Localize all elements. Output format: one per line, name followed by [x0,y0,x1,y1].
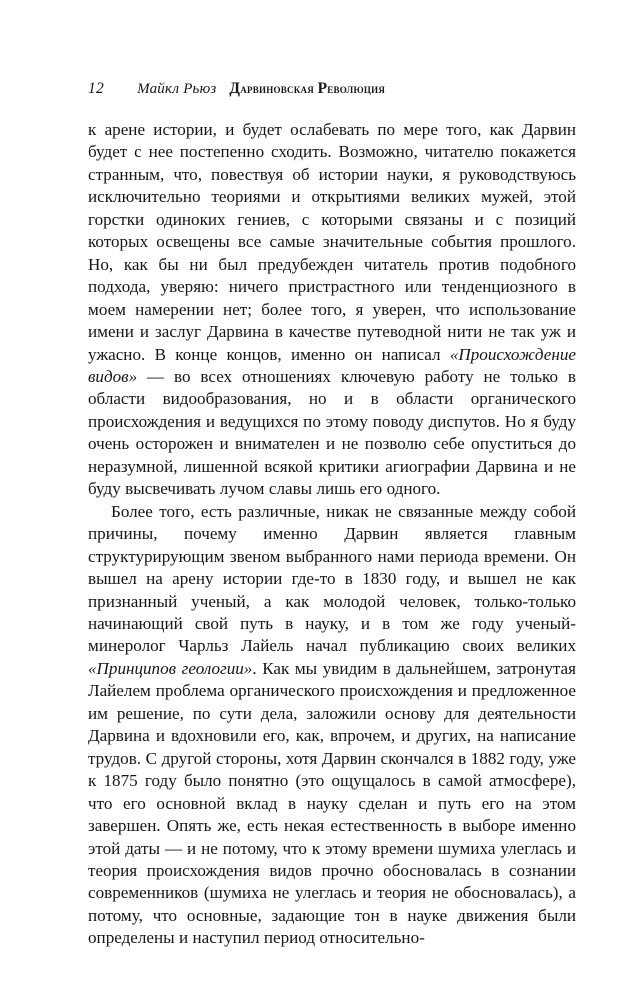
paragraph-run: — во всех отношениях ключевую работу не только в области видообразования, но и в области органического происхождения и ведущихся по этому поводу диспутов. Но я буду очень осторожен и внимателен и не позволю себе опуститься до неразумной, лишенной всякой критики агиографии Дарвина и не буду высвечивать лучом славы лишь его одного. [88,366,576,499]
paragraph-second [88,501,576,950]
paragraph-run: Более того, есть различные, никак не связанные между собой причины, почему именно Дарвин является главным структурирующим звеном выбранного нами периода времени. Он вышел на арену истории где-то в 1830 году, и вышел не как признанный ученый, а как молодой человек, только-только начинающий свой путь в науку, и в том же году ученый-минеролог Чарльз Лайель начал публикацию своих великих [88,501,576,656]
book-title-initial-cap-1: Д [229,80,241,97]
paragraph-continued [88,119,576,501]
paragraph-run: . Как мы увидим в дальнейшем, затронутая Лайелем проблема органического происхождения и предложенное им решение, по сути дела, заложили основу для деятельности Дарвина и вдохновили его, как, впрочем, и других, на написание трудов. С другой стороны, хотя Дарвин скончался в 1882 году, уже к 1875 году было понятно (это ощущалось в самой атмосфере), что его основной вклад в науку сделан и путь его на этом завершен. Опять же, есть некая естественность в выборе именно этой даты — и не потому, что к этому времени шумиха улеглась и теория происхождения видов прочно обосновалась в сознании современников (шумиха не улеглась и теория не обосновалась), а потому, что основные, задающие тон в науке движения были определены и наступил период относительно- [88,658,577,948]
book-title-word-2: еволюция [327,81,386,96]
page-number: 12 [88,80,105,97]
book-title-origin-of-species: «Происхождение видов» [88,344,576,386]
book-title-word-1: арвиновская [240,81,318,96]
body-text-block [88,119,576,950]
book-title [229,81,385,96]
author-name: Майкл Рьюз [137,81,217,97]
paragraph-run: к арене истории, и будет ослабевать по мере того, как Дарвин будет с нее постепенно сходить. Возможно, читателю покажется странным, что, повествуя об истории науки, я руководствуюсь исключительно теориями и открытиями великих мужей, этой горстки одиноких гениев, с которыми связаны и с позиций которых освещены все самые значительные события прошлого. Но, как бы ни был предубежден читатель против подобного подхода, уверяю: ничего пристрастного или тенденциозного в моем намерении нет; более того, я уверен, что использование имени и заслуг Дарвина в качестве путеводной нити не так уж и ужасно. В конце концов, именно он написал [88,120,576,364]
running-head [88,78,576,100]
book-title-initial-cap-2: Р [317,80,328,97]
book-title-principles-of-geology: «Принципов геологии» [88,658,253,678]
